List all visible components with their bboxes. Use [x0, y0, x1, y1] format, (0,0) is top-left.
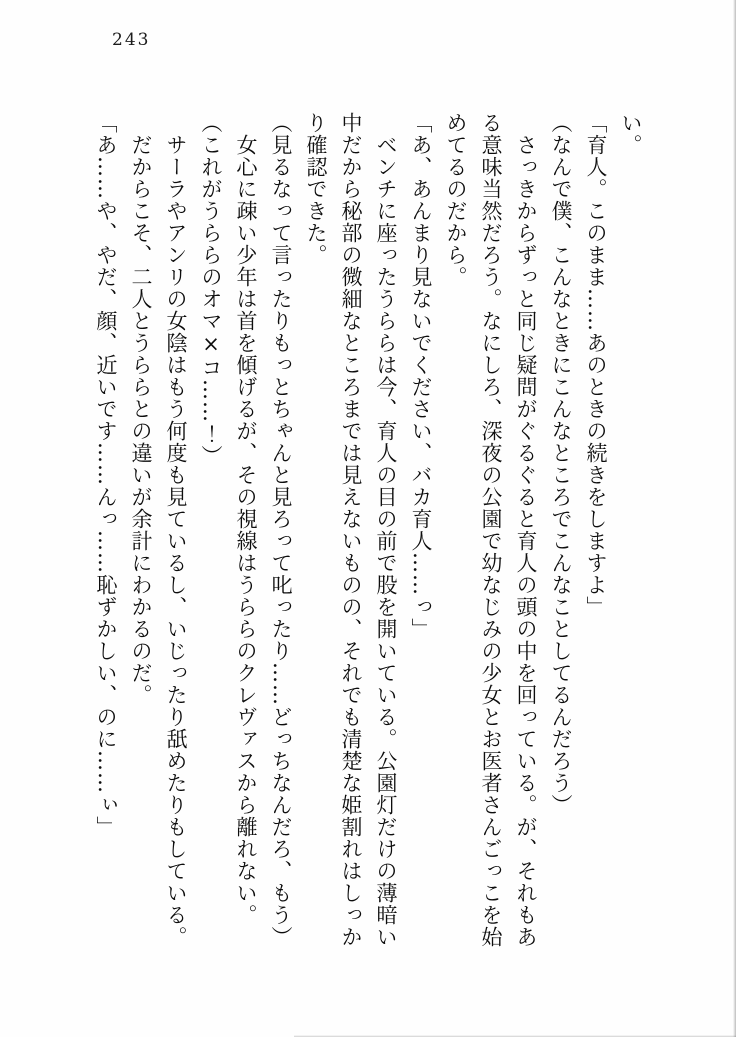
text-line-2: 「育人。このまま……あのときの続きをしますよ」: [584, 112, 608, 618]
text-line-12: 女心に疎い少年は首を傾げるが、その視線はうららのクレヴァスから離れない。: [234, 134, 258, 926]
text-line-3: （なんで僕、こんなときにこんなところでこんなことしてるんだろう）: [549, 112, 573, 816]
text-line-8: ベンチに座ったうららは今、育人の目の前で股を開いている。公園灯だけの薄暗い: [374, 134, 398, 948]
text-line-5: る意味当然だろう。なにしろ、深夜の公園で幼なじみの少女とお医者さんごっこを始: [479, 112, 503, 948]
text-line-11: （見るなって言ったりもっとちゃんと見ろって叱ったり……どっちなんだろ、もう）: [269, 112, 293, 948]
text-line-4: さっきからずっと同じ疑問がぐるぐると育人の頭の中を回っている。が、それもあ: [514, 134, 538, 948]
text-line-14: サーラやアンリの女陰はもう何度も見ているし、いじったり舐めたりもしている。: [164, 134, 188, 948]
text-line-1: い。: [619, 112, 643, 156]
text-line-7: 「あ、あんまり見ないでください、バカ育人……っ」: [409, 112, 433, 640]
text-line-6: めてるのだから。: [444, 112, 468, 288]
text-line-15: だからこそ、二人とうららとの違いが余計にわかるのだ。: [129, 134, 153, 706]
text-line-9: 中だから秘部の微細なところまでは見えないものの、それでも清楚な姫割れはしっか: [339, 112, 363, 948]
page-number: 243: [112, 30, 151, 50]
text-line-16: 「あ……や、やだ、顔、近いです……んっ……恥ずかしい、のに……ぃ」: [94, 112, 118, 838]
text-line-10: り確認できた。: [304, 112, 328, 266]
text-line-13: （これがうららのオマ×コ……！）: [199, 112, 223, 467]
vertical-text-block: [88, 112, 648, 950]
